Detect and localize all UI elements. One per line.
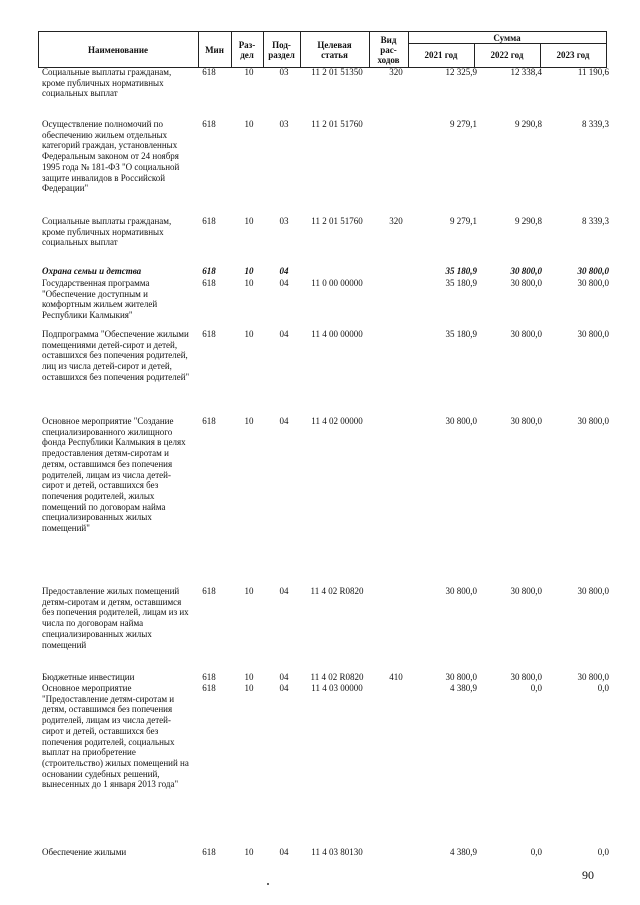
header-2023: 2023 год <box>556 50 590 60</box>
header-podrazdel: Под- раздел <box>268 39 295 60</box>
cell-name: Предоставление жилых помещений детям-сиротам и детям, оставшимся без попечения родителей, лицам из их числа по договорам найма специализированных жилых помещений <box>42 586 189 650</box>
table-header <box>38 31 607 68</box>
cell-y2021: 9 279,1 <box>450 119 477 129</box>
cell-y2021: 35 180,9 <box>445 266 477 276</box>
header-name: Наименование <box>88 44 148 55</box>
header-2022: 2022 год <box>490 50 524 60</box>
cell-min: 618 <box>202 329 216 339</box>
cell-name: Социальные выплаты гражданам, кроме публичных нормативных социальных выплат <box>42 216 172 248</box>
cell-y2022: 30 800,0 <box>510 329 542 339</box>
cell-y2021: 30 800,0 <box>445 672 477 682</box>
cell-y2023: 30 800,0 <box>577 278 609 288</box>
cell-pod: 04 <box>279 672 289 682</box>
cell-y2021: 30 800,0 <box>445 586 477 596</box>
cell-min: 618 <box>202 278 216 288</box>
page-mark <box>267 883 269 885</box>
cell-razdel: 10 <box>244 278 254 288</box>
cell-vid: 410 <box>389 672 403 682</box>
cell-min: 618 <box>202 119 216 129</box>
cell-pod: 04 <box>279 847 289 857</box>
cell-pod: 04 <box>279 278 289 288</box>
cell-razdel: 10 <box>244 672 254 682</box>
cell-razdel: 10 <box>244 266 254 276</box>
header-2021: 2021 год <box>424 50 458 60</box>
cell-razdel: 10 <box>244 67 254 77</box>
cell-razdel: 10 <box>244 586 254 596</box>
cell-y2022: 30 800,0 <box>510 586 542 596</box>
cell-vid: 320 <box>389 216 403 226</box>
cell-pod: 03 <box>279 119 289 129</box>
cell-name: Обеспечение жилыми <box>42 847 127 857</box>
cell-min: 618 <box>202 586 216 596</box>
cell-y2022: 12 338,4 <box>510 67 542 77</box>
cell-pod: 04 <box>279 586 289 596</box>
cell-pod: 03 <box>279 216 289 226</box>
cell-min: 618 <box>202 416 216 426</box>
cell-cs: 11 2 01 51760 <box>311 119 363 129</box>
header-razdel: Раз- дел <box>238 39 256 60</box>
cell-razdel: 10 <box>244 329 254 339</box>
cell-name: Охрана семьи и детства <box>42 266 142 276</box>
cell-y2021: 35 180,9 <box>445 329 477 339</box>
cell-name: Государственная программа "Обеспечение доступным и комфортным жильем жителей Республики Калмыкия" <box>42 278 158 321</box>
cell-cs: 11 4 03 80130 <box>311 847 363 857</box>
cell-y2022: 30 800,0 <box>510 672 542 682</box>
cell-cs: 11 2 01 51760 <box>311 216 363 226</box>
cell-cs: 11 0 00 00000 <box>311 278 363 288</box>
cell-name: Основное мероприятие "Создание специализированного жилищного фонда Республики Калмыкия в целях предоставления детям-сиротам и детям, оставшимся без попечения родителей, лицам из числа детей-сирот и детей, оставшихся без попечения родителей, жилых помещений по договорам найма специализированных жилых помещений" <box>42 416 186 534</box>
cell-min: 618 <box>202 672 216 682</box>
cell-name: Подпрограмма "Обеспечение жилыми помещениями детей-сирот и детей, оставшихся без попечения родителей, лиц из числа детей-сирот и детей, оставшихся без попечения родителей" <box>42 329 190 382</box>
header-vid: Вид рас- ходов <box>377 34 400 65</box>
cell-y2023: 0,0 <box>597 847 609 857</box>
cell-y2021: 4 380,9 <box>450 683 477 693</box>
cell-min: 618 <box>202 216 216 226</box>
cell-min: 618 <box>202 683 216 693</box>
cell-pod: 04 <box>279 329 289 339</box>
cell-pod: 04 <box>279 266 289 276</box>
cell-y2022: 9 290,8 <box>515 119 542 129</box>
cell-y2022: 0,0 <box>530 847 542 857</box>
cell-cs: 11 4 00 00000 <box>311 329 363 339</box>
cell-y2023: 8 339,3 <box>582 216 609 226</box>
cell-razdel: 10 <box>244 416 254 426</box>
cell-y2022: 9 290,8 <box>515 216 542 226</box>
header-celevaya: Целевая статья <box>317 39 352 60</box>
cell-pod: 04 <box>279 683 289 693</box>
cell-razdel: 10 <box>244 683 254 693</box>
cell-cs: 11 4 03 00000 <box>311 683 363 693</box>
cell-razdel: 10 <box>244 216 254 226</box>
cell-min: 618 <box>202 67 216 77</box>
cell-razdel: 10 <box>244 847 254 857</box>
cell-cs: 11 4 02 00000 <box>311 416 363 426</box>
cell-y2023: 0,0 <box>597 683 609 693</box>
cell-cs: 11 2 01 51350 <box>311 67 363 77</box>
page-number: 90 <box>582 868 594 882</box>
cell-pod: 04 <box>279 416 289 426</box>
cell-y2021: 30 800,0 <box>445 416 477 426</box>
cell-y2023: 30 800,0 <box>577 329 609 339</box>
cell-y2022: 0,0 <box>530 683 542 693</box>
cell-cs: 11 4 02 R0820 <box>310 586 364 596</box>
cell-min: 618 <box>202 266 216 276</box>
cell-name: Осуществление полномочий по обеспечению жильем отдельных категорий граждан, установленных Федеральным законом от 24 ноября 1995 года № 181-ФЗ "О социальной защите инвалидов в Российской Федерации" <box>42 119 180 194</box>
cell-min: 618 <box>202 847 216 857</box>
cell-y2022: 30 800,0 <box>510 416 542 426</box>
cell-vid: 320 <box>389 67 403 77</box>
cell-name: Основное мероприятие "Предоставление детям-сиротам и детям, оставшимся без попечения родителей, лицам из числа детей-сирот и детей, оставшихся без попечения родителей, социальных выплат на приобретение (строительство) жилых помещений на основании судебных решений, вынесенных до 1 января 2013 года" <box>42 683 189 790</box>
cell-y2023: 30 800,0 <box>577 672 609 682</box>
header-summa: Сумма <box>493 32 521 43</box>
cell-y2021: 4 380,9 <box>450 847 477 857</box>
cell-pod: 03 <box>279 67 289 77</box>
cell-cs: 11 4 02 R0820 <box>310 672 364 682</box>
cell-y2022: 30 800,0 <box>510 278 542 288</box>
cell-y2023: 30 800,0 <box>577 416 609 426</box>
cell-y2021: 35 180,9 <box>445 278 477 288</box>
cell-y2021: 12 325,9 <box>445 67 477 77</box>
cell-y2023: 8 339,3 <box>582 119 609 129</box>
cell-y2023: 30 800,0 <box>577 266 609 276</box>
cell-y2023: 30 800,0 <box>577 586 609 596</box>
cell-razdel: 10 <box>244 119 254 129</box>
cell-y2023: 11 190,6 <box>577 67 609 77</box>
cell-y2022: 30 800,0 <box>510 266 542 276</box>
header-min: Мин <box>205 44 224 55</box>
cell-y2021: 9 279,1 <box>450 216 477 226</box>
cell-name: Социальные выплаты гражданам, кроме публичных нормативных социальных выплат <box>42 67 172 99</box>
cell-name: Бюджетные инвестиции <box>42 672 135 682</box>
